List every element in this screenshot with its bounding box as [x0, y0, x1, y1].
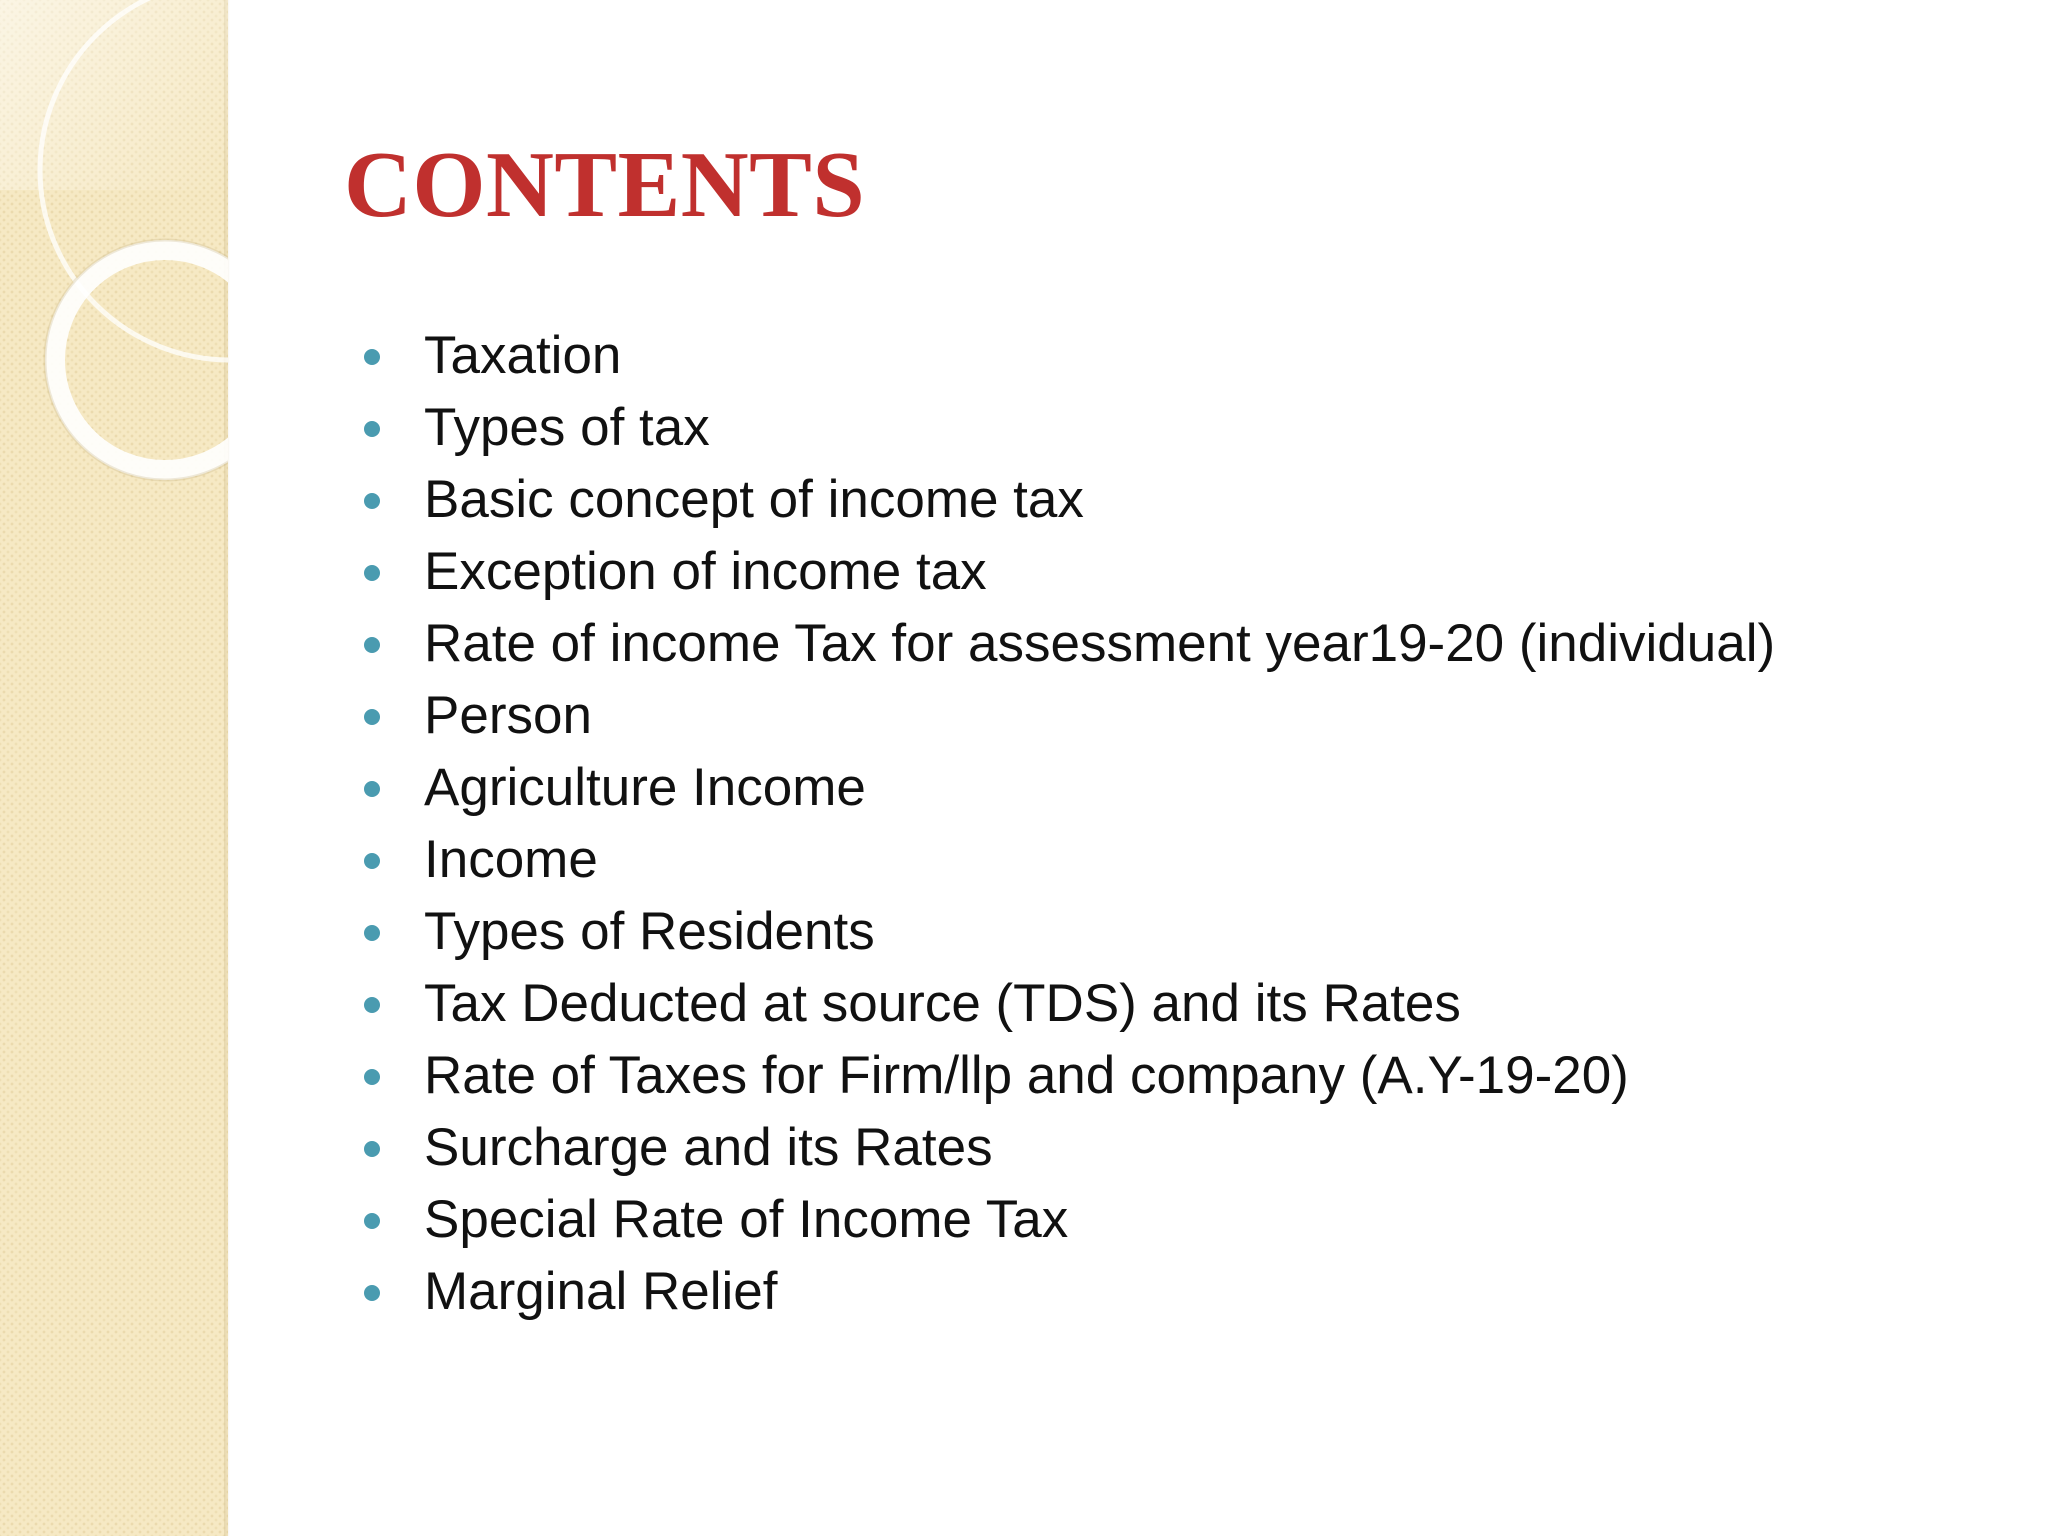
list-item-text: Person [424, 686, 592, 745]
list-item-text: Tax Deducted at source (TDS) and its Rates [424, 974, 1461, 1033]
bullet-dot-icon [364, 925, 380, 941]
list-item-text: Exception of income tax [424, 542, 987, 601]
bullet-dot-icon [364, 637, 380, 653]
bullet-dot-icon [364, 853, 380, 869]
bullet-dot-icon [364, 997, 380, 1013]
list-item-text: Types of tax [424, 398, 710, 457]
list-item-text: Basic concept of income tax [424, 470, 1084, 529]
list-item-text: Types of Residents [424, 902, 875, 961]
list-item-text: Rate of Taxes for Firm/llp and company (A.Y-19-20) [424, 1046, 1629, 1105]
bullet-dot-icon [364, 781, 380, 797]
bullet-dot-icon [364, 1285, 380, 1301]
bullet-dot-icon [364, 493, 380, 509]
list-item-text: Agriculture Income [424, 758, 866, 817]
list-item-text: Special Rate of Income Tax [424, 1190, 1069, 1249]
bullet-dot-icon [364, 421, 380, 437]
bullet-dot-icon [364, 1069, 380, 1085]
list-item-text: Surcharge and its Rates [424, 1118, 993, 1177]
list-item-text: Rate of income Tax for assessment year19-20 (individual) [424, 614, 1776, 673]
slide-title: CONTENTS [344, 133, 866, 237]
list-item-text: Taxation [424, 326, 622, 385]
bullet-dot-icon [364, 349, 380, 365]
decorative-rings [0, 0, 228, 520]
bullet-dot-icon [364, 1213, 380, 1229]
list-item-text: Marginal Relief [424, 1262, 778, 1321]
bullet-dot-icon [364, 565, 380, 581]
bullet-dot-icon [364, 1141, 380, 1157]
list-item-text: Income [424, 830, 598, 889]
bullet-dot-icon [364, 709, 380, 725]
